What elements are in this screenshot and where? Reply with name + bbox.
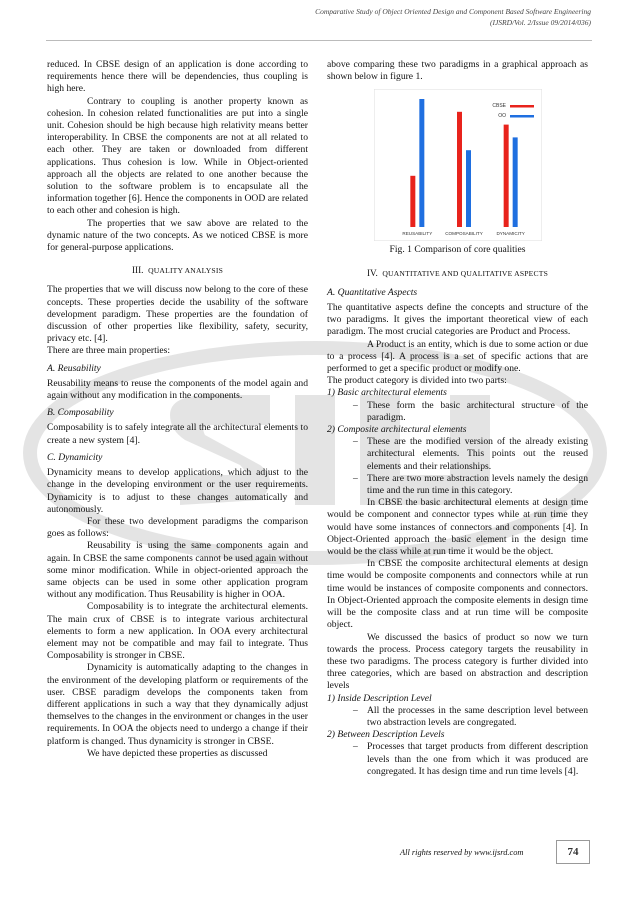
page-number: 74 bbox=[556, 840, 590, 864]
subsection-heading: B. Composability bbox=[47, 407, 114, 419]
paragraph: There are three main properties: bbox=[47, 345, 171, 357]
bar-oo-reusability bbox=[419, 99, 424, 227]
paragraph: For these two development paradigms the comparison goes as follows: bbox=[47, 515, 308, 540]
x-tick-label: COMPOSABILITY bbox=[444, 231, 483, 237]
paragraph: We have depicted these properties as discussed bbox=[87, 747, 268, 759]
list-item-heading: 2) Between Description Levels bbox=[327, 729, 445, 741]
paragraph: above comparing these two paradigms in a graphical approach as shown below in figure 1. bbox=[327, 59, 588, 83]
paragraph: Contrary to coupling is another property known as cohesion. In cohesion related functionalities are put into a single unit. Cohesion should be high because high relativity means better interoperability. In CBSE the components are not at all related to each other. They are taken or downloaded from different applications. Thus cohesion is low. While in Object-oriented approach all the objects are related to one another because the solution to the software problem is to encapsulate all the information together [6]. Hence the components in OOD are related to each other and cohesion is high. bbox=[47, 95, 308, 217]
legend-swatch bbox=[510, 115, 534, 118]
bar-cbse-dynamicity bbox=[503, 125, 508, 227]
subsection-heading: A. Quantitative Aspects bbox=[327, 286, 418, 298]
list-item: – These are the modified version of the already existing architectural elements. This points out the reused elements and their relationships. bbox=[353, 436, 588, 472]
right-column bbox=[327, 59, 588, 778]
paragraph: The quantitative aspects define the concepts and structure of the two paradigms. It gives the important theoretical view of each paradigm. The most crucial categories are Product and Process. bbox=[327, 302, 588, 338]
paragraph: The properties that we will discuss now belong to the core of these concepts. These properties decide the usability of the software development paradigm. These properties are the foundation of discussion of other properties like flexibility, safety, security, privacy etc. [4]. bbox=[47, 284, 308, 345]
x-tick-label: DYNAMICITY bbox=[495, 231, 525, 237]
legend-label: OO bbox=[497, 113, 506, 120]
list-item-heading: 1) Inside Description Level bbox=[327, 692, 432, 704]
figure-1 bbox=[374, 89, 542, 241]
list-item: – All the processes in the same description level between two abstraction levels are congregated. bbox=[353, 704, 588, 728]
section-title: QUANTITATIVE AND QUALITATIVE ASPECTS bbox=[382, 268, 549, 278]
list-item-heading: 2) Composite architectural elements bbox=[327, 424, 467, 436]
header-rule bbox=[46, 40, 592, 41]
bar-chart bbox=[374, 89, 542, 241]
paragraph: We discussed the basics of product so now we turn towards the process. Process category targets the reusability in these two paradigms. The process category is further divided into three categories, which are based on abstraction and description levels bbox=[327, 631, 588, 692]
left-column bbox=[47, 59, 308, 760]
bar-oo-composability bbox=[466, 151, 471, 228]
section-heading-iii bbox=[47, 264, 308, 277]
paragraph: reduced. In CBSE design of an application is done according to requirements hence there will be dependencies, thus coupling is high here. bbox=[47, 59, 308, 95]
paragraph: In CBSE the composite architectural elements at design time would be composite components and connectors while at run time would be instances of composite components and connectors. In Object-Oriented approach the composite elements in design time will be the composite class and at run time will be composite object. bbox=[327, 558, 588, 631]
legend-label: CBSE bbox=[491, 103, 506, 110]
list-item-text: All the processes in the same description level between two abstraction levels are congregated. bbox=[367, 704, 588, 728]
paragraph: Dynamicity means to develop applications, which adjust to the change in the developing environment or the user requirements. Dynamicity is to adjust to these changes automatically and autonomously. bbox=[47, 467, 308, 515]
bar-cbse-composability bbox=[457, 112, 462, 227]
list-item: – There are two more abstraction levels namely the design time and the run time in this category. bbox=[353, 472, 588, 497]
paragraph: Composability is to safely integrate all the architectural elements to create a new system [4]. bbox=[47, 422, 308, 446]
bar-cbse-reusability bbox=[410, 176, 415, 227]
subsection-heading: C. Dynamicity bbox=[47, 451, 103, 463]
paragraph: The properties that we saw above are related to the dynamic nature of the two concepts. As we noticed CBSE is more for general-purpose applications. bbox=[47, 217, 308, 254]
paragraph: Reusability means to reuse the components of the model again and again without any modification in the components. bbox=[47, 377, 308, 402]
figure-caption: Fig. 1 Comparison of core qualities bbox=[389, 244, 526, 256]
list-item-text: These form the basic architectural structure of the paradigm. bbox=[367, 399, 588, 423]
bar-oo-dynamicity bbox=[512, 138, 517, 228]
paragraph: Reusability is using the same components again and again. In CBSE the same components cannot be used again without some minor modification. While in object-oriented approach the same objects can be used in some other application program without any modification. Thus Reusability is higher in OOA. bbox=[47, 540, 308, 601]
x-tick-label: REUSABILITY bbox=[401, 231, 432, 237]
legend-swatch bbox=[510, 105, 534, 108]
section-number: III. bbox=[131, 265, 144, 276]
header-title: Comparative Study of Object Oriented Design and Component Based Software Engineering bbox=[315, 7, 591, 16]
list-item-text: There are two more abstraction levels namely the design time and the run time in this category. bbox=[367, 472, 588, 497]
running-header bbox=[315, 6, 591, 28]
list-item: – These form the basic architectural structure of the paradigm. bbox=[353, 399, 588, 423]
paragraph: Composability is to integrate the architectural elements. The main crux of CBSE is to integrate various architectural elements to form a new application. In OOA every architectural element may not be compatible and may fail to integrate. Thus Composability is stronger in CBSE. bbox=[47, 601, 308, 662]
list-item-text: Processes that target products from different description levels than the one from which it was produced are congregated. It has design time and run time levels [4]. bbox=[367, 741, 588, 777]
paragraph: In CBSE the basic architectural elements at design time would be component and connector types while at run time they would have some instances of connectors and components [4]. In Object-Oriented approach the basic element in the design time would be the class while at run time it would be the object. bbox=[327, 497, 588, 558]
subsection-heading: A. Reusability bbox=[47, 362, 101, 374]
list-item-text: These are the modified version of the already existing architectural elements. This points out the reused elements and their relationships. bbox=[367, 436, 588, 472]
footer-rights: All rights reserved by www.ijsrd.com bbox=[400, 848, 524, 857]
paragraph: Dynamicity is automatically adapting to the changes in the environment of the developing platform or requirements of the user. CBSE paradigm develops the components taken from different applications in such a way that they dynamically adjust themselves to the changes in the environment or changes in the user requirements. In OOA the objects need to undergo a change if their platform is changed. Thus dynamicity is stronger in CBSE. bbox=[47, 662, 308, 747]
paragraph: A Product is an entity, which is due to some action or due to a process [4]. A process is a set of specific actions that are performed to get a specific product or modify one. bbox=[327, 338, 588, 375]
section-number: IV. bbox=[366, 267, 378, 278]
paragraph: The product category is divided into two parts: bbox=[327, 375, 507, 387]
section-title: QUALITY ANALYSIS bbox=[148, 266, 223, 276]
list-item-heading: 1) Basic architectural elements bbox=[327, 387, 447, 399]
header-issue: (IJSRD/Vol. 2/Issue 09/2014/036) bbox=[489, 18, 591, 27]
list-item: – Processes that target products from different description levels than the one from which it was produced are congregated. It has design time and run time levels [4]. bbox=[353, 741, 588, 777]
section-heading-iv bbox=[327, 267, 588, 280]
